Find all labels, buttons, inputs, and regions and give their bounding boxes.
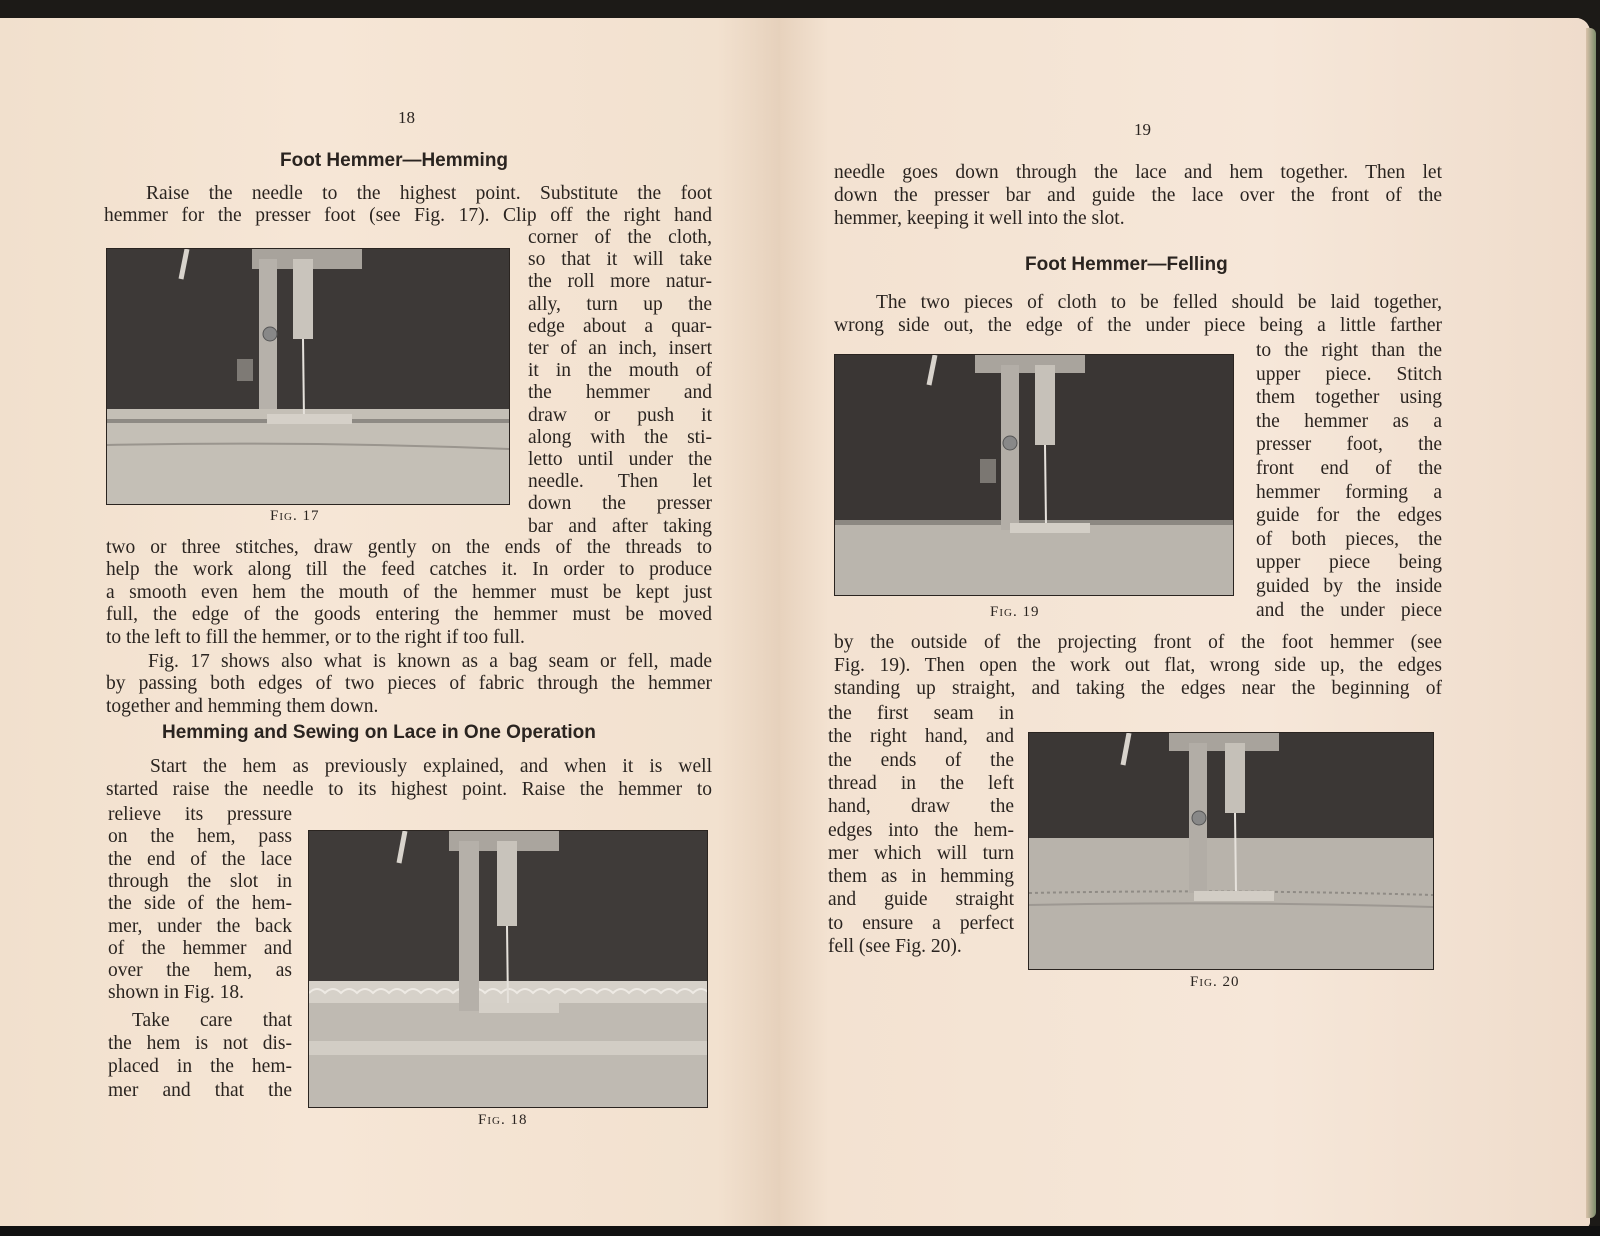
text-line: upper piece. Stitch (1256, 363, 1442, 385)
text-line: to the left to fill the hemmer, or to the right if too full. (106, 626, 525, 648)
text-line: by passing both edges of two pieces of fabric through the hemmer (106, 673, 712, 695)
text-line: mer which will turn (828, 842, 1014, 864)
text-line: a smooth even hem the mouth of the hemmer must be kept just (106, 581, 712, 603)
text-line: by the outside of the projecting front of the foot hemmer (see (834, 632, 1442, 653)
text-line: guided by the inside (1256, 576, 1442, 597)
text-line: hemmer, keeping it well into the slot. (834, 208, 1125, 229)
text-line: the side of the hem- (108, 893, 292, 915)
text-line: the hem is not dis- (108, 1033, 292, 1055)
text-line: together and hemming them down. (106, 695, 379, 717)
text-line: needle. Then let (528, 471, 712, 493)
figure-18-caption: Fig. 18 (478, 1112, 528, 1128)
text-line: standing up straight, and taking the edges near the beginning of (834, 678, 1442, 700)
text-line: mer and that the (108, 1079, 292, 1101)
text-line: the hemmer and (528, 382, 712, 404)
text-line: relieve its pressure (108, 804, 292, 825)
book-edge (1586, 28, 1596, 1218)
figure-17-caption: Fig. 17 (270, 508, 320, 524)
text-line: them as in hemming (828, 866, 1014, 888)
text-line: the ends of the (828, 749, 1014, 771)
sewing-machine-hemmer-illustration (107, 249, 509, 504)
text-line: the end of the lace (108, 848, 292, 870)
text-line: thread in the left (828, 772, 1014, 794)
text-line: mer, under the back (108, 915, 292, 937)
heading-hemming-lace: Hemming and Sewing on Lace in One Operation (162, 722, 596, 743)
text-line: ter of an inch, insert (528, 338, 712, 359)
text-line: the right hand, and (828, 726, 1014, 748)
page-number-19: 19 (1134, 120, 1151, 139)
text-line: The two pieces of cloth to be felled should be laid together, (876, 292, 1442, 313)
text-line: wrong side out, the edge of the under piece being a little farther (834, 315, 1442, 336)
text-line: hemmer for the presser foot (see Fig. 17). Clip off the right hand (104, 205, 712, 226)
text-line: down the presser bar and guide the lace over the front of the (834, 185, 1442, 206)
text-line: and guide straight (828, 889, 1014, 911)
text-line: Fig. 19). Then open the work out flat, wrong side up, the edges (834, 655, 1442, 677)
figure-17-photo (106, 248, 510, 505)
text-line: upper piece being (1256, 552, 1442, 574)
text-line: down the presser (528, 493, 712, 515)
text-line: Fig. 17 shows also what is known as a bag seam or fell, made (148, 651, 712, 672)
sewing-machine-felling-illustration (835, 355, 1233, 595)
figure-20-photo (1028, 732, 1434, 970)
text-line: bar and after taking (528, 515, 712, 537)
text-line: the first seam in (828, 703, 1014, 724)
text-line: guide for the edges (1256, 505, 1442, 527)
text-line: on the hem, pass (108, 826, 292, 848)
text-line: the hemmer as a (1256, 410, 1442, 432)
text-line: front end of the (1256, 458, 1442, 479)
text-line: help the work along till the feed catches it. In order to produce (106, 559, 712, 581)
text-line: to the right than the (1256, 340, 1442, 361)
text-line: corner of the cloth, (528, 227, 712, 248)
text-line: two or three stitches, draw gently on the ends of the threads to (106, 537, 712, 558)
figure-19-caption: Fig. 19 (990, 604, 1040, 620)
text-line: shown in Fig. 18. (108, 982, 244, 1004)
text-line: letto until under the (528, 449, 712, 470)
text-line: fell (see Fig. 20). (828, 936, 962, 957)
text-line: ally, turn up the (528, 293, 712, 315)
text-line: needle goes down through the lace and hem together. Then let (834, 162, 1442, 183)
text-line: hemmer forming a (1256, 481, 1442, 503)
text-line: the roll more natur- (528, 271, 712, 293)
text-line: edges into the hem- (828, 819, 1014, 841)
text-line: Raise the needle to the highest point. Substitute the foot (146, 183, 712, 204)
heading-foot-hemmer-felling: Foot Hemmer—Felling (1025, 254, 1228, 275)
text-line: presser foot, the (1256, 434, 1442, 456)
text-line: placed in the hem- (108, 1056, 292, 1078)
text-line: of the hemmer and (108, 937, 292, 959)
text-line: it in the mouth of (528, 360, 712, 382)
sewing-machine-fell-seam-illustration (1029, 733, 1433, 969)
text-line: of both pieces, the (1256, 528, 1442, 550)
text-line: draw or push it (528, 404, 712, 426)
figure-19-photo (834, 354, 1234, 596)
text-line: started raise the needle to its highest point. Raise the hemmer to (106, 779, 712, 800)
heading-foot-hemmer-hemming: Foot Hemmer—Hemming (280, 150, 509, 171)
page-number-18: 18 (398, 108, 415, 127)
sewing-machine-lace-illustration (309, 831, 707, 1107)
text-line: over the hem, as (108, 960, 292, 982)
figure-18-photo (308, 830, 708, 1108)
text-line: through the slot in (108, 870, 292, 892)
text-line: along with the sti- (528, 426, 712, 448)
text-line: so that it will take (528, 249, 712, 271)
scan-shadow (0, 1226, 1600, 1236)
text-line: hand, draw the (828, 796, 1014, 818)
text-line: Start the hem as previously explained, and when it is well (150, 756, 712, 777)
text-line: edge about a quar- (528, 315, 712, 337)
text-line: them together using (1256, 387, 1442, 409)
text-line: Take care that (132, 1010, 292, 1031)
text-line: and the under piece (1256, 599, 1442, 621)
figure-20-caption: Fig. 20 (1190, 974, 1240, 990)
text-line: full, the edge of the goods entering the hemmer must be moved (106, 604, 712, 626)
text-line: to ensure a perfect (828, 912, 1014, 934)
